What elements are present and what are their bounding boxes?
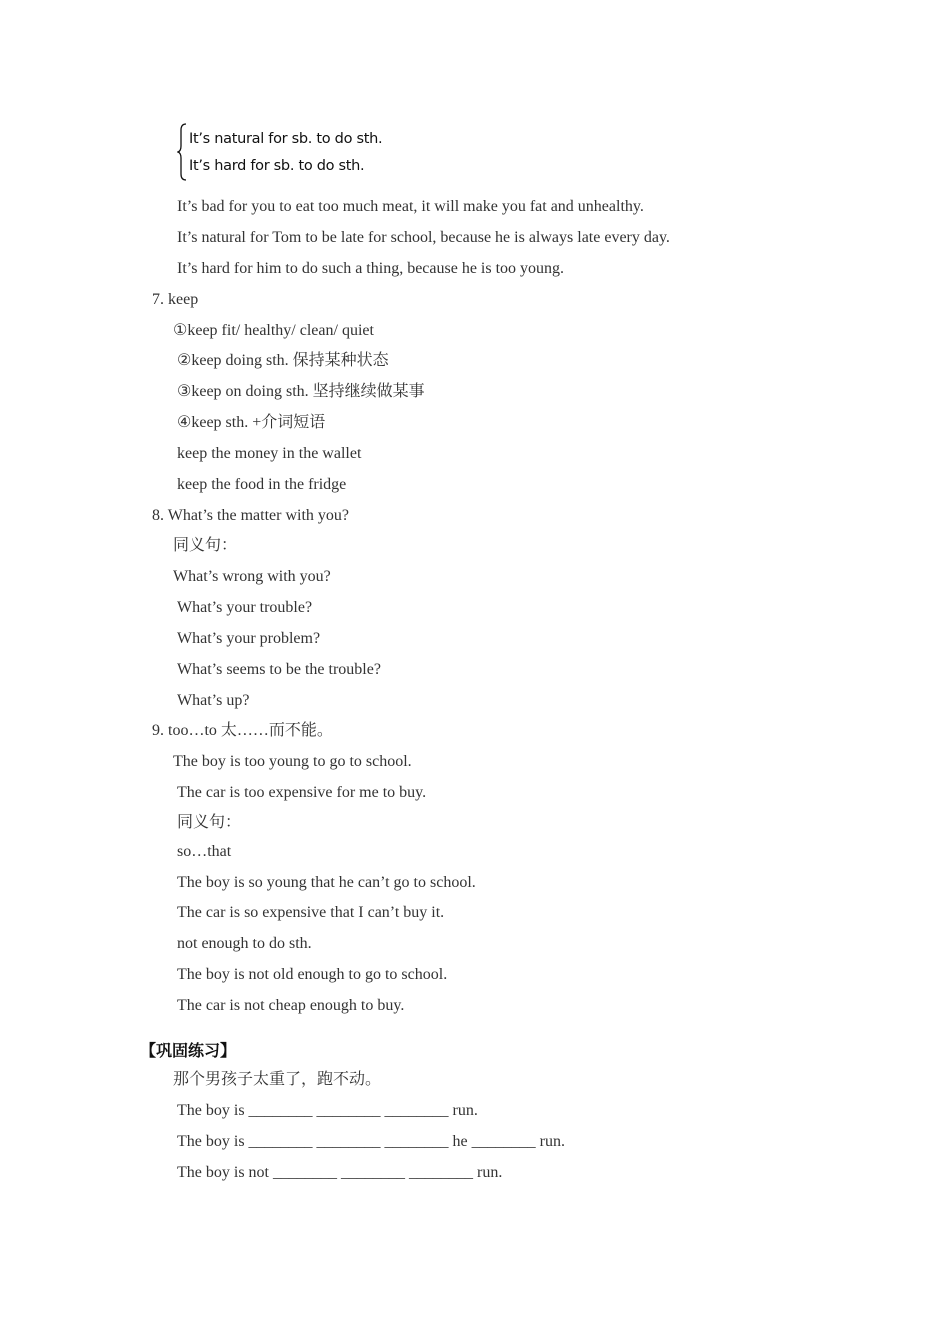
section-heading-too-to: 9. too…to 太……而不能。	[152, 722, 333, 739]
example-sentence: The boy is not old enough to go to school.	[177, 966, 448, 983]
example-sentence: keep the food in the fridge	[177, 476, 347, 493]
practice-heading: 【巩固练习】	[140, 1043, 237, 1060]
curly-brace-icon	[177, 122, 189, 182]
example-sentence: The boy is too young to go to school.	[173, 753, 412, 770]
example-sentence: It’s hard for him to do such a thing, because he is too young.	[177, 260, 565, 277]
usage-item: ②keep doing sth. 保持某种状态	[177, 352, 389, 369]
example-sentence: The car is not cheap enough to buy.	[177, 997, 405, 1014]
example-sentence: keep the money in the wallet	[177, 445, 362, 462]
usage-item: ③keep on doing sth. 坚持继续做某事	[177, 383, 425, 400]
practice-question: The boy is ________ ________ ________ run.	[177, 1102, 478, 1119]
section-heading-keep: 7. keep	[152, 291, 199, 308]
section-heading-matter: 8. What’s the matter with you?	[152, 507, 349, 524]
sentence-pattern-box	[177, 122, 397, 182]
example-sentence: The car is too expensive for me to buy.	[177, 784, 427, 801]
usage-item: ④keep sth. +介词短语	[177, 414, 326, 431]
practice-question: The boy is not ________ ________ ________ run.	[177, 1164, 503, 1181]
example-sentence: The car is so expensive that I can’t buy it.	[177, 904, 445, 921]
synonym-label: 同义句：	[173, 537, 238, 554]
example-sentence: It’s bad for you to eat too much meat, it will make you fat and unhealthy.	[177, 198, 644, 215]
synonym-sentence: What’s your problem?	[177, 630, 321, 647]
example-sentence: It’s natural for Tom to be late for school, because he is always late every day.	[177, 229, 670, 246]
synonym-sentence: What’s up?	[177, 692, 250, 709]
practice-prompt: 那个男孩子太重了，跑不动。	[173, 1071, 382, 1088]
synonym-sentence: What’s seems to be the trouble?	[177, 661, 381, 678]
usage-item: ①keep fit/ healthy/ clean/ quiet	[173, 322, 374, 339]
practice-question: The boy is ________ ________ ________ he ________ run.	[177, 1133, 565, 1150]
synonym-sentence: What’s wrong with you?	[173, 568, 331, 585]
synonym-sentence: What’s your trouble?	[177, 599, 313, 616]
synonym-label: 同义句：	[177, 814, 242, 831]
pattern-natural: It’s natural for sb. to do sth.	[189, 131, 383, 147]
pattern-label: so…that	[177, 843, 232, 860]
example-sentence: The boy is so young that he can’t go to school.	[177, 874, 476, 891]
pattern-label: not enough to do sth.	[177, 935, 312, 952]
pattern-hard: It’s hard for sb. to do sth.	[189, 158, 365, 174]
